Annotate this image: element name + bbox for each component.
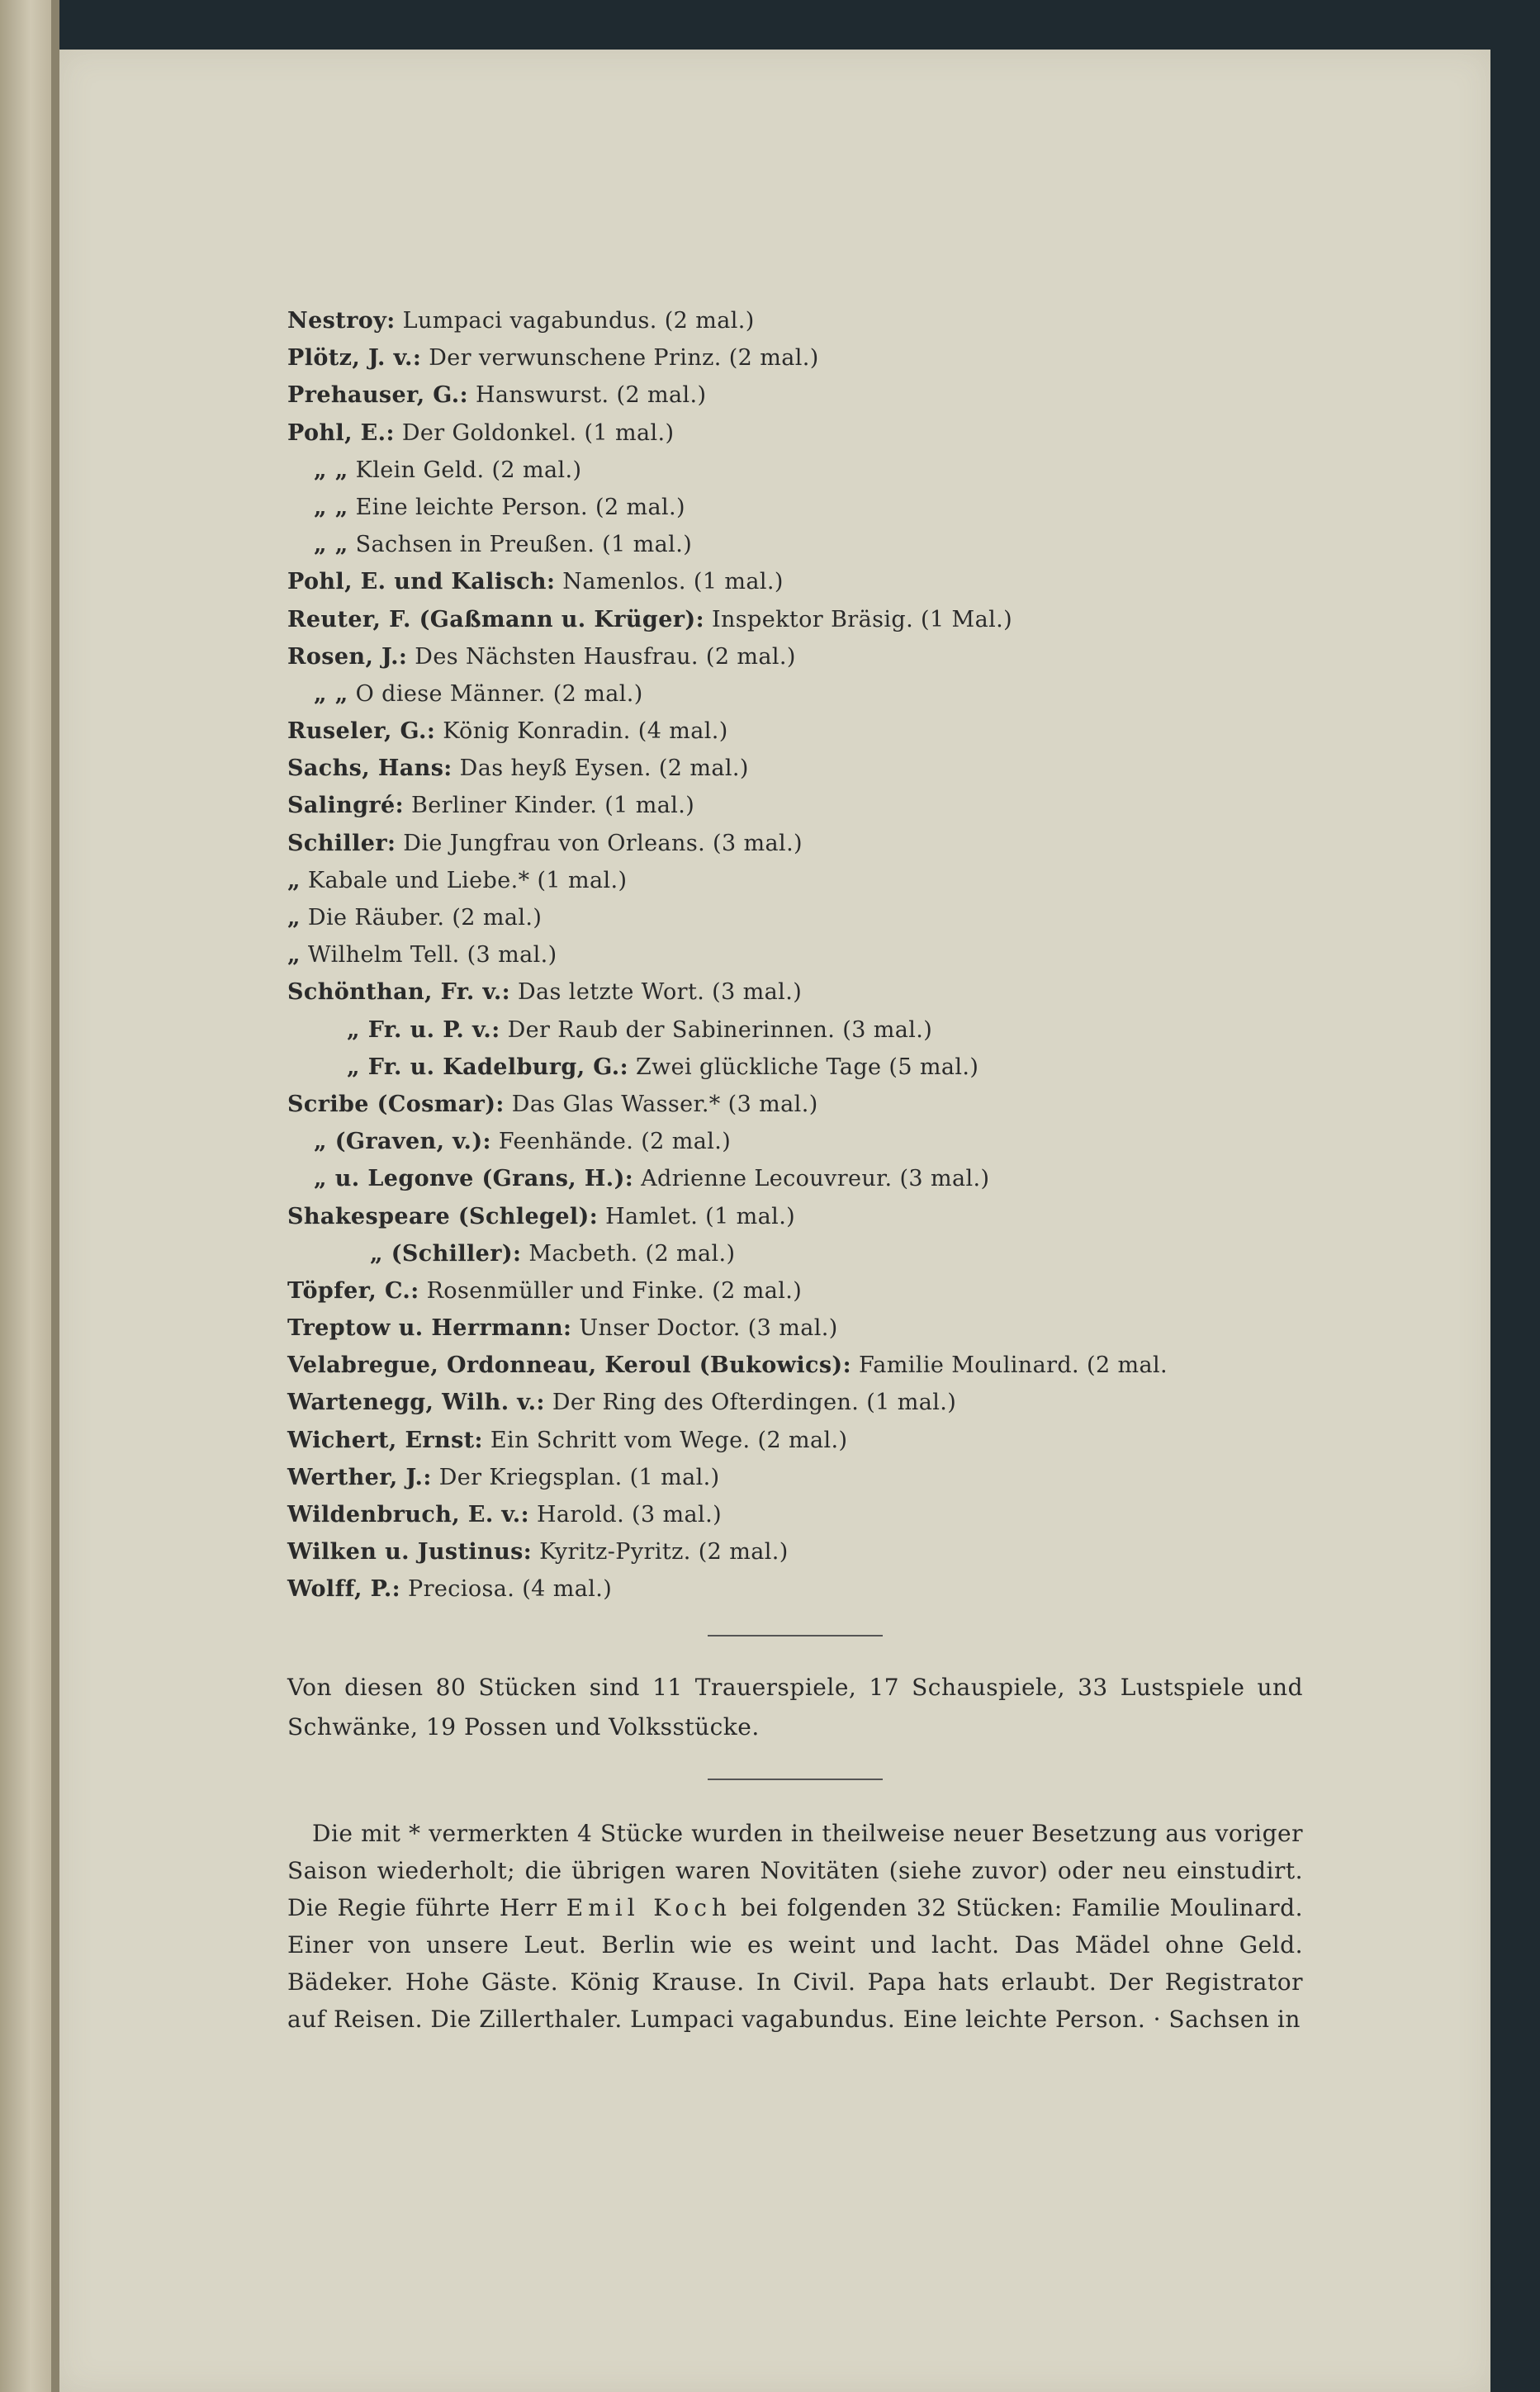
entry-author: Sachs, Hans: xyxy=(287,755,453,782)
play-entry xyxy=(287,1384,1303,1421)
entry-work: Sachsen in Preußen. (1 mal.) xyxy=(355,532,693,558)
entry-work: Der Kriegsplan. (1 mal.) xyxy=(438,1464,720,1490)
entry-author: „ „ xyxy=(314,680,348,707)
note-paragraph xyxy=(287,1815,1303,2038)
entry-author: Nestroy: xyxy=(287,308,396,334)
play-entry xyxy=(287,302,1303,339)
entry-work: Kyritz-Pyritz. (2 mal.) xyxy=(539,1539,789,1565)
entry-author: Töpfer, C.: xyxy=(287,1277,419,1304)
entry-author: „ Fr. u. P. v.: xyxy=(347,1016,500,1043)
entry-author: Salingré: xyxy=(287,793,404,819)
entry-author: „ xyxy=(287,867,301,893)
entry-author: „ xyxy=(287,942,301,969)
play-entry xyxy=(287,1570,1303,1608)
entry-author: Schiller: xyxy=(287,830,396,856)
entry-work: Hamlet. (1 mal.) xyxy=(605,1203,796,1229)
entry-work: Klein Geld. (2 mal.) xyxy=(355,457,582,483)
entry-author: Wolff, P.: xyxy=(287,1576,401,1603)
play-entry xyxy=(287,638,1303,675)
entry-author: „ (Graven, v.): xyxy=(314,1129,491,1155)
entry-work: Unser Doctor. (3 mal.) xyxy=(579,1315,838,1342)
entry-work: O diese Männer. (2 mal.) xyxy=(355,680,643,707)
play-entry xyxy=(287,563,1303,600)
entry-author: Shakespeare (Schlegel): xyxy=(287,1203,599,1229)
play-entry xyxy=(287,1235,1303,1272)
play-entry xyxy=(287,936,1303,973)
scan-background xyxy=(59,0,1540,50)
play-entry xyxy=(287,750,1303,787)
entry-author: Scribe (Cosmar): xyxy=(287,1091,505,1117)
entry-work: Ein Schritt vom Wege. (2 mal.) xyxy=(490,1427,848,1453)
play-entry xyxy=(287,1011,1303,1049)
entry-work: Die Räuber. (2 mal.) xyxy=(307,905,543,931)
play-entry xyxy=(287,1272,1303,1310)
play-entry xyxy=(287,1049,1303,1086)
director-name: Emil Koch xyxy=(566,1893,732,1921)
play-entry xyxy=(287,973,1303,1011)
entry-author: „ „ xyxy=(314,494,348,520)
play-entry xyxy=(287,1123,1303,1160)
entry-work: König Konradin. (4 mal.) xyxy=(443,718,728,745)
entry-author: Wilken u. Justinus: xyxy=(287,1539,533,1565)
play-entry xyxy=(287,452,1303,489)
entry-work: Inspektor Bräsig. (1 Mal.) xyxy=(711,606,1013,632)
play-entry xyxy=(287,1198,1303,1235)
entry-author: Rosen, J.: xyxy=(287,643,408,670)
entry-author: Pohl, E. und Kalisch: xyxy=(287,569,556,595)
entry-author: Ruseler, G.: xyxy=(287,718,436,745)
entry-work: Namenlos. (1 mal.) xyxy=(562,569,784,595)
play-entry xyxy=(287,1496,1303,1533)
play-entry xyxy=(287,1533,1303,1570)
entry-author: Velabregue, Ordonneau, Keroul (Bukowics): xyxy=(287,1352,851,1379)
binding-shadow xyxy=(51,0,59,2392)
play-entry xyxy=(287,899,1303,936)
play-list xyxy=(287,302,1303,1608)
entry-author: Werther, J.: xyxy=(287,1464,432,1490)
entry-work: Hanswurst. (2 mal.) xyxy=(475,382,707,409)
entry-author: Prehauser, G.: xyxy=(287,382,468,409)
entry-work: Das letzte Wort. (3 mal.) xyxy=(518,979,803,1006)
entry-work: Des Nächsten Hausfrau. (2 mal.) xyxy=(415,643,796,670)
entry-work: Der Ring des Ofterdingen. (1 mal.) xyxy=(552,1390,957,1416)
play-entry xyxy=(287,414,1303,452)
play-entry xyxy=(287,1310,1303,1347)
entry-author: „ „ xyxy=(314,532,348,558)
entry-work: Lumpaci vagabundus. (2 mal.) xyxy=(402,308,755,334)
entry-work: Preciosa. (4 mal.) xyxy=(408,1576,613,1603)
play-entry xyxy=(287,862,1303,899)
entry-author: „ xyxy=(287,905,301,931)
entry-author: Plötz, J. v.: xyxy=(287,345,422,372)
entry-work: Macbeth. (2 mal.) xyxy=(528,1240,736,1267)
entry-work: Kabale und Liebe.* (1 mal.) xyxy=(307,867,628,893)
entry-author: Treptow u. Herrmann: xyxy=(287,1315,572,1342)
note-text-end: bei folgenden 32 Stücken: Familie Moulinard. Einer von unsere Leut. Berlin wie es weint und lacht. Das Mädel ohne Geld. Bädeker. Hohe Gäste. König Krause. In Civil. Papa hats erlaubt. Der Registrator auf Reisen. Die Zillerthaler. Lumpaci vagabundus. Eine leichte Person. · Sachsen in xyxy=(287,1893,1303,2033)
entry-work: Der Raub der Sabinerinnen. (3 mal.) xyxy=(507,1016,933,1043)
entry-author: Wichert, Ernst: xyxy=(287,1427,483,1453)
entry-work: Das Glas Wasser.* (3 mal.) xyxy=(511,1091,818,1117)
entry-work: Die Jungfrau von Orleans. (3 mal.) xyxy=(403,830,803,856)
play-entry xyxy=(287,601,1303,638)
page-content xyxy=(287,302,1303,2038)
entry-work: Der Goldonkel. (1 mal.) xyxy=(401,419,675,446)
entry-work: Zwei glückliche Tage (5 mal.) xyxy=(635,1054,979,1080)
entry-author: „ (Schiller): xyxy=(370,1240,522,1267)
summary-paragraph: Von diesen 80 Stücken sind 11 Trauerspiele, 17 Schauspiele, 33 Lustspiele und Schwänke, 19 Possen und Volksstücke. xyxy=(287,1673,1303,1741)
play-entry xyxy=(287,1347,1303,1384)
play-entry xyxy=(287,1086,1303,1123)
entry-author: Wildenbruch, E. v.: xyxy=(287,1502,529,1528)
play-entry xyxy=(287,526,1303,563)
play-entry xyxy=(287,675,1303,713)
play-entry xyxy=(287,787,1303,824)
entry-work: Wilhelm Tell. (3 mal.) xyxy=(307,942,557,969)
entry-author: Wartenegg, Wilh. v.: xyxy=(287,1390,545,1416)
entry-work: Rosenmüller und Finke. (2 mal.) xyxy=(426,1277,803,1304)
book-binding-edge xyxy=(0,0,51,2392)
entry-author: „ „ xyxy=(314,457,348,483)
play-entry xyxy=(287,377,1303,414)
play-entry xyxy=(287,489,1303,526)
play-entry xyxy=(287,825,1303,862)
entry-work: Adrienne Lecouvreur. (3 mal.) xyxy=(641,1166,990,1192)
play-entry xyxy=(287,713,1303,750)
entry-author: „ Fr. u. Kadelburg, G.: xyxy=(347,1054,628,1080)
play-entry xyxy=(287,1459,1303,1496)
play-entry xyxy=(287,339,1303,377)
entry-work: Harold. (3 mal.) xyxy=(536,1502,723,1528)
play-entry xyxy=(287,1160,1303,1197)
entry-work: Feenhände. (2 mal.) xyxy=(498,1129,732,1155)
entry-work: Der verwunschene Prinz. (2 mal.) xyxy=(429,345,819,372)
entry-author: „ u. Legonve (Grans, H.): xyxy=(314,1166,634,1192)
entry-work: Das heyß Eysen. (2 mal.) xyxy=(459,755,749,782)
play-entry xyxy=(287,1422,1303,1459)
entry-author: Schönthan, Fr. v.: xyxy=(287,979,511,1006)
entry-work: Familie Moulinard. (2 mal. xyxy=(858,1352,1168,1379)
entry-author: Reuter, F. (Gaßmann u. Krüger): xyxy=(287,606,704,632)
entry-author: Pohl, E.: xyxy=(287,419,395,446)
entry-work: Eine leichte Person. (2 mal.) xyxy=(355,494,685,520)
entry-work: Berliner Kinder. (1 mal.) xyxy=(410,793,695,819)
note-text-start: Die mit * vermerkten 4 Stücke wurden in theilweise neuer Besetzung aus voriger Saison wiederholt; die übrigen waren Novitäten (siehe zuvor) oder neu einstudirt. Die Regie führte Herr xyxy=(287,1819,1303,1921)
